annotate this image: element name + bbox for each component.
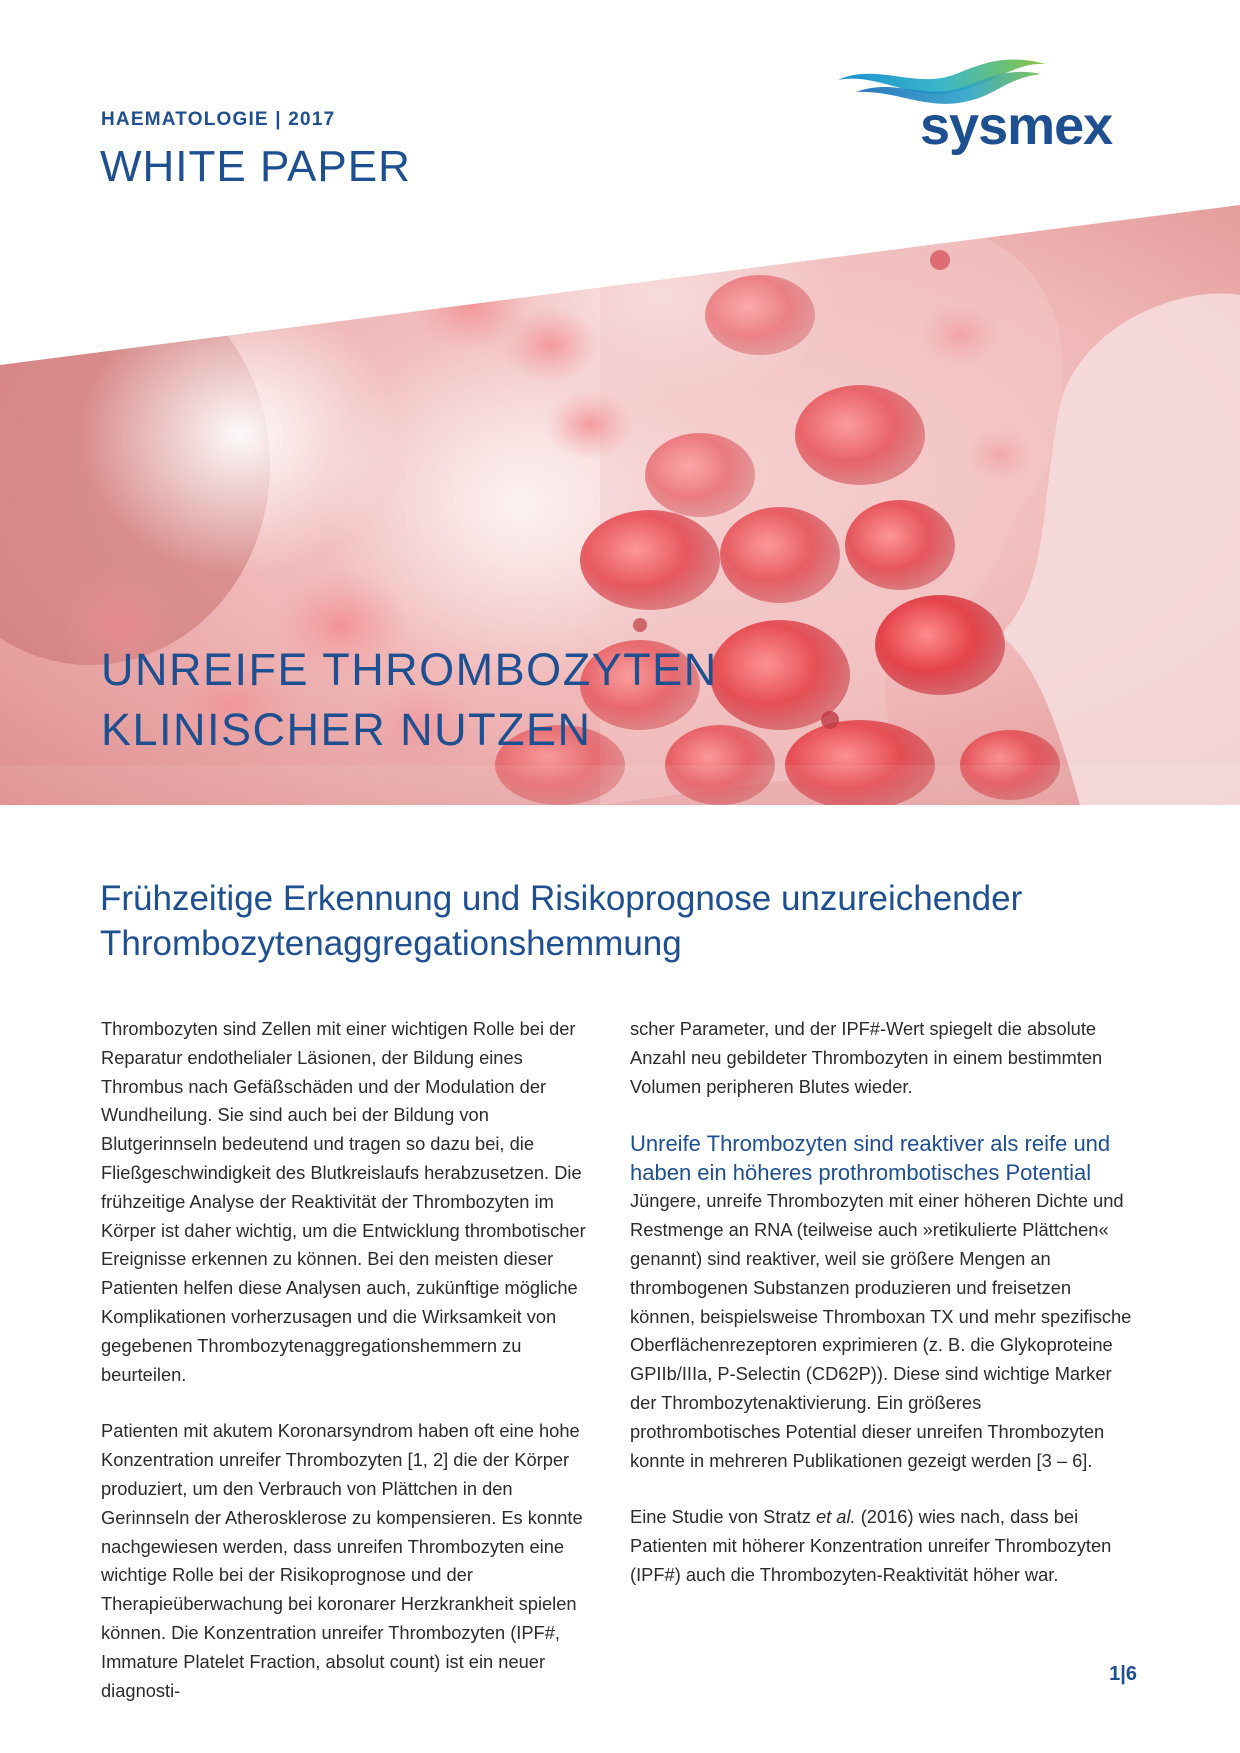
hero-title-line-2: KLINISCHER NUTZEN: [101, 704, 592, 755]
hero-title-line-1: UNREIFE THROMBOZYTEN: [101, 644, 718, 695]
right-paragraph-1: scher Parameter, und der IPF#-Wert spiegelt die absolute Anzahl neu gebildeter Thrombozyten in einem bestimmten Volumen peripheren Blutes wieder.: [630, 1018, 1103, 1097]
document-category: HAEMATOLOGIE | 2017: [101, 109, 336, 130]
right-paragraph-3-end: (2016) wies nach, dass bei Patienten mit höherer Konzentration unreifer Thrombozyten (IPF#) auch die Thrombozyten-Reaktivität höher war.: [630, 1506, 1112, 1585]
document-subtitle: Frühzeitige Erkennung und Risikoprognose unzureichender Thrombozytenaggregationshemmung: [100, 879, 1023, 963]
left-column: [101, 1015, 606, 1705]
section-heading: Unreife Thrombozyten sind reaktiver als reife und haben ein höheres prothrombotisches Potential: [630, 1131, 1111, 1186]
right-column: [630, 1015, 1135, 1590]
document-type: WHITE PAPER: [100, 142, 411, 191]
page-number: 1|6: [1109, 1663, 1137, 1685]
right-paragraph-3: [630, 1503, 1135, 1589]
hero-title: [101, 640, 718, 760]
left-paragraph-2: Patienten mit akutem Koronarsyndrom haben oft eine hohe Konzentration unreifer Thrombozyten [1, 2] die der Körper produziert, um den Verbrauch von Plättchen in den Gerinnseln der Atherosklerose zu kompensieren. Es konnte nachgewiesen werden, dass unreifen Thrombozyten eine wichtige Rolle bei der Risikoprognose und der Therapieüberwachung bei koronarer Herzkrankheit spielen können. Die Konzentration unreifer Thrombozyten (IPF#, Immature Platelet Fraction, absolut count) ist ein neuer diagnosti-: [101, 1420, 583, 1701]
citation-et-al: et al.: [815, 1506, 856, 1528]
left-paragraph-1: Thrombozyten sind Zellen mit einer wichtigen Rolle bei der Reparatur endothelialer Läsionen, der Bildung eines Thrombus nach Gefäßschäden und der Modulation der Wundheilung. Sie sind auch bei der Bildung von Blutgerinnseln bedeutend und tragen so dazu bei, die Fließgeschwindigkeit des Blutkreislaufs herabzusetzen. Die frühzeitige Analyse der Reaktivität der Thrombozyten im Körper ist daher wichtig, um die Entwicklung thrombotischer Ereignisse erkennen zu können. Bei den meisten dieser Patienten helfen diese Analysen auch, zukünftige mögliche Komplikationen vorherzusagen und die Wirksamkeit von gegebenen Thrombozytenaggregationshemmern zu beurteilen.: [101, 1018, 586, 1385]
right-paragraph-2: Jüngere, unreife Thrombozyten mit einer höheren Dichte und Restmenge an RNA (teilweise auch »retikulierte Plättchen« genannt) sind reaktiver, weil sie größere Mengen an thrombogenen Substanzen produzieren und freisetzen können, beispielsweise Thromboxan TX und mehr spezifische Oberflächenrezeptoren exprimieren (z. B. die Glykoproteine GPIIb/IIIa, P-Selectin (CD62P)). Diese sind wichtige Marker der Thrombozytenaktivierung. Ein größeres prothrombotisches Potential dieser unreifen Thrombozyten konnte in mehreren Publikationen gezeigt werden [3 – 6].: [630, 1190, 1132, 1471]
sysmex-logo-wordmark: sysmex: [920, 96, 1113, 156]
right-paragraph-3-start: Eine Studie von Stratz: [630, 1506, 816, 1528]
